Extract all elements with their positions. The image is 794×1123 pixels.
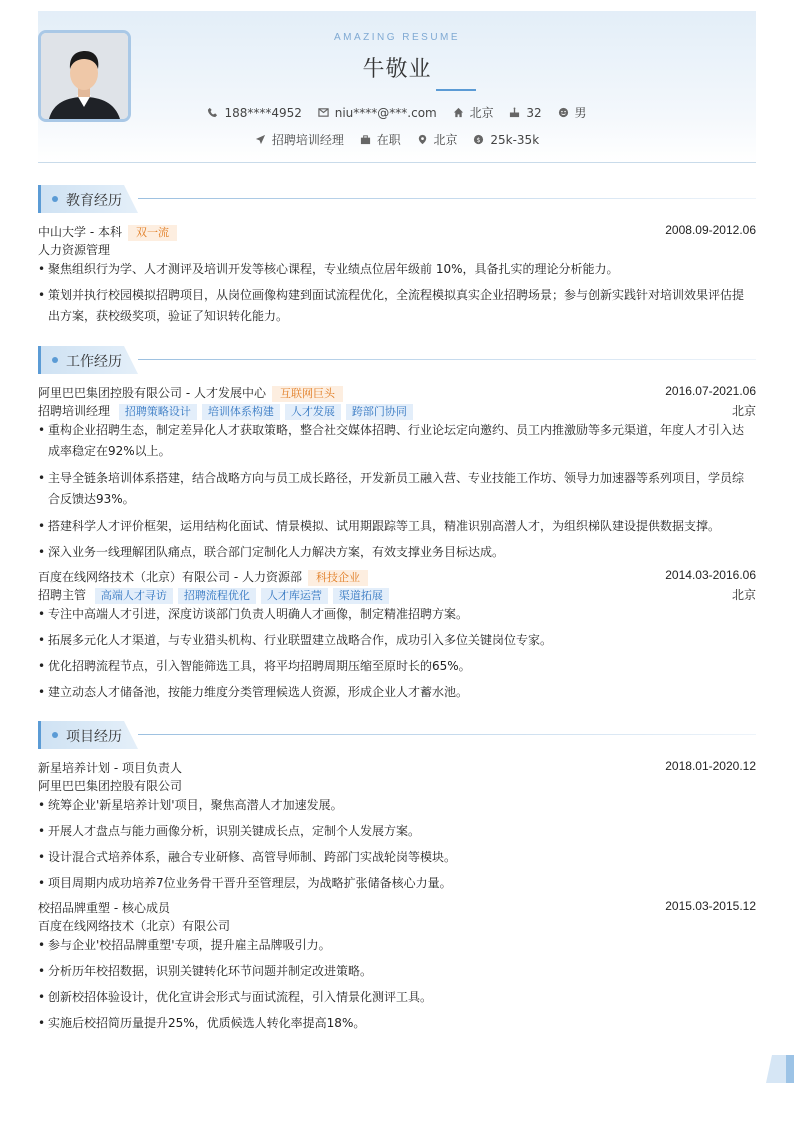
position-value: 招聘培训经理 xyxy=(271,133,344,147)
company-name: 阿里巴巴集团控股有限公司 - 人才发展中心 xyxy=(38,386,266,400)
company-name: 百度在线网络技术（北京）有限公司 - 人力资源部 xyxy=(38,570,302,584)
list-item: • 项目周期内成功培养7位业务骨干晋升至管理层，为战略扩张储备核心力量。 xyxy=(38,873,748,894)
mail-icon xyxy=(318,107,329,118)
projects-section-header xyxy=(38,721,756,749)
list-item: • 深入业务一线理解团队痛点，联合部门定制化人力解决方案，有效支撑业务目标达成。 xyxy=(38,542,748,563)
phone-item xyxy=(207,106,301,120)
resume-tagline: AMAZING RESUME xyxy=(333,32,461,43)
project-org: 百度在线网络技术（北京）有限公司 xyxy=(38,919,231,933)
name-underline xyxy=(436,89,476,91)
salary-value: 25k-35k xyxy=(490,133,540,147)
list-item: • 策划并执行校园模拟招聘项目，从岗位画像构建到面试流程优化，全流程模拟真实企业招聘场景；参与创新实践针对培训效果评估提 xyxy=(38,285,748,306)
skill-tag: 招聘策略设计 xyxy=(119,404,197,420)
education-entry xyxy=(38,223,756,241)
list-item: • 设计混合式培养体系，融合专业研修、高管导师制、跨部门实战轮岗等模块。 xyxy=(38,847,748,868)
list-item: • 实施后校招简历量提升25%，优质候选人转化率提高18%。 xyxy=(38,1013,748,1034)
cake-icon xyxy=(509,107,520,118)
list-item-continued xyxy=(38,489,748,510)
education-title: 教育经历 xyxy=(66,193,122,209)
job-entry-2 xyxy=(38,568,756,586)
project-period: 2015.03-2015.12 xyxy=(665,899,756,913)
project-org: 阿里巴巴集团控股有限公司 xyxy=(38,779,183,793)
list-item: • 拓展多元化人才渠道，与专业猎头机构、行业联盟建立战略合作，成功引入多位关键岗位专家。 xyxy=(38,630,748,651)
list-item-text: 成率稳定在92%以上。 xyxy=(48,444,171,458)
skill-tag: 渠道拓展 xyxy=(333,588,389,604)
job-period: 2014.03-2016.06 xyxy=(665,568,756,582)
salary-item xyxy=(473,133,539,147)
skill-tag: 培训体系构建 xyxy=(202,404,280,420)
list-item: • 搭建科学人才评价框架，运用结构化面试、情景模拟、试用期跟踪等工具，精准识别高潜人才，为组织梯队建设提供数据支撑。 xyxy=(38,516,748,537)
list-item: • 创新校招体验设计，优化宣讲会形式与面试流程，引入情景化测评工具。 xyxy=(38,987,748,1008)
skill-tag: 高端人才寻访 xyxy=(95,588,173,604)
list-item: • 专注中高端人才引进，深度访谈部门负责人明确人才画像，制定精准招聘方案。 xyxy=(38,604,748,625)
hometown-item xyxy=(453,104,494,121)
status-item xyxy=(360,131,401,148)
city-item xyxy=(417,131,458,148)
gender-item xyxy=(558,104,587,121)
gender-value: 男 xyxy=(574,106,587,120)
corner-decoration xyxy=(766,1055,794,1083)
project-name: 新星培养计划 - 项目负责人 xyxy=(38,761,182,775)
project-entry-2 xyxy=(38,899,756,916)
status-value: 在职 xyxy=(376,133,401,147)
project-entry-1 xyxy=(38,759,756,776)
briefcase-icon xyxy=(360,134,371,145)
candidate-name: 牛敬业 xyxy=(362,57,432,82)
job-period: 2016.07-2021.06 xyxy=(665,384,756,398)
phone-value: 188****4952 xyxy=(224,106,302,120)
job-intent-row xyxy=(38,131,756,148)
job-role: 招聘主管 xyxy=(38,588,87,602)
job-entry-1 xyxy=(38,384,756,402)
contact-row xyxy=(38,104,756,121)
age-value: 32 xyxy=(526,106,542,120)
send-icon xyxy=(255,134,266,145)
project-period: 2018.01-2020.12 xyxy=(665,759,756,773)
list-item: • 聚焦组织行为学、人才测评及培训开发等核心课程，专业绩点位居年级前 10%，具备扎实的理论分析能力。 xyxy=(38,259,748,280)
city-value: 北京 xyxy=(433,133,458,147)
job-role-row-1 xyxy=(38,402,756,420)
list-item: • 建立动态人才储备池，按能力维度分类管理候选人资源，形成企业人才蓄水池。 xyxy=(38,682,748,703)
list-item: • 优化招聘流程节点，引入智能筛选工具，将平均招聘周期压缩至原时长的65%。 xyxy=(38,656,748,677)
skill-tag: 招聘流程优化 xyxy=(178,588,256,604)
position-item xyxy=(255,131,344,148)
phone-icon xyxy=(207,107,218,118)
hometown-value: 北京 xyxy=(469,106,494,120)
education-section-header xyxy=(38,185,756,213)
location-pin-icon xyxy=(417,134,428,145)
email-item xyxy=(318,106,437,120)
skill-tag: 人才发展 xyxy=(285,404,341,420)
job-role-row-2 xyxy=(38,586,756,604)
job-location: 北京 xyxy=(731,588,756,602)
list-item: • 统筹企业'新星培养计划'项目，聚焦高潜人才加速发展。 xyxy=(38,795,748,816)
skill-tag: 人才库运营 xyxy=(261,588,328,604)
work-section-header xyxy=(38,346,756,374)
company-badge: 互联网巨头 xyxy=(272,386,343,402)
age-item xyxy=(509,106,541,120)
list-item-continued xyxy=(38,441,748,462)
company-badge: 科技企业 xyxy=(308,570,368,586)
work-title: 工作经历 xyxy=(66,354,122,370)
list-item: • 分析历年校招数据，识别关键转化环节问题并制定改进策略。 xyxy=(38,961,748,982)
education-period: 2008.09-2012.06 xyxy=(665,223,756,237)
school-badge: 双一流 xyxy=(128,225,177,241)
list-item: • 重构企业招聘生态，制定差异化人才获取策略，整合社交媒体招聘、行业论坛定向邀约、员工内推激励等多元渠道，年度人才引入达 xyxy=(38,420,748,441)
list-item: • 主导全链条培训体系搭建，结合战略方向与员工成长路径，开发新员工融入营、专业技能工作坊、领导力加速器等系列项目，学员综 xyxy=(38,468,748,489)
email-value: niu****@***.com xyxy=(334,106,437,120)
job-role: 招聘培训经理 xyxy=(38,404,111,418)
list-item-continued xyxy=(38,306,748,327)
education-major: 人力资源管理 xyxy=(38,243,111,257)
job-location: 北京 xyxy=(731,404,756,418)
project-name: 校招品牌重塑 - 核心成员 xyxy=(38,901,170,915)
svg-text:$: $ xyxy=(476,135,481,144)
list-item-text: 出方案，获校级奖项，验证了知识转化能力。 xyxy=(48,309,289,323)
money-icon xyxy=(473,134,484,145)
school-name: 中山大学 - 本科 xyxy=(38,225,122,239)
projects-title: 项目经历 xyxy=(66,729,122,745)
skill-tag: 跨部门协同 xyxy=(346,404,413,420)
smile-icon xyxy=(558,107,569,118)
home-icon xyxy=(453,107,464,118)
list-item: • 开展人才盘点与能力画像分析，识别关键成长点，定制个人发展方案。 xyxy=(38,821,748,842)
list-item-text: 合反馈达93%。 xyxy=(48,492,135,506)
list-item: • 参与企业'校招品牌重塑'专项，提升雇主品牌吸引力。 xyxy=(38,935,748,956)
